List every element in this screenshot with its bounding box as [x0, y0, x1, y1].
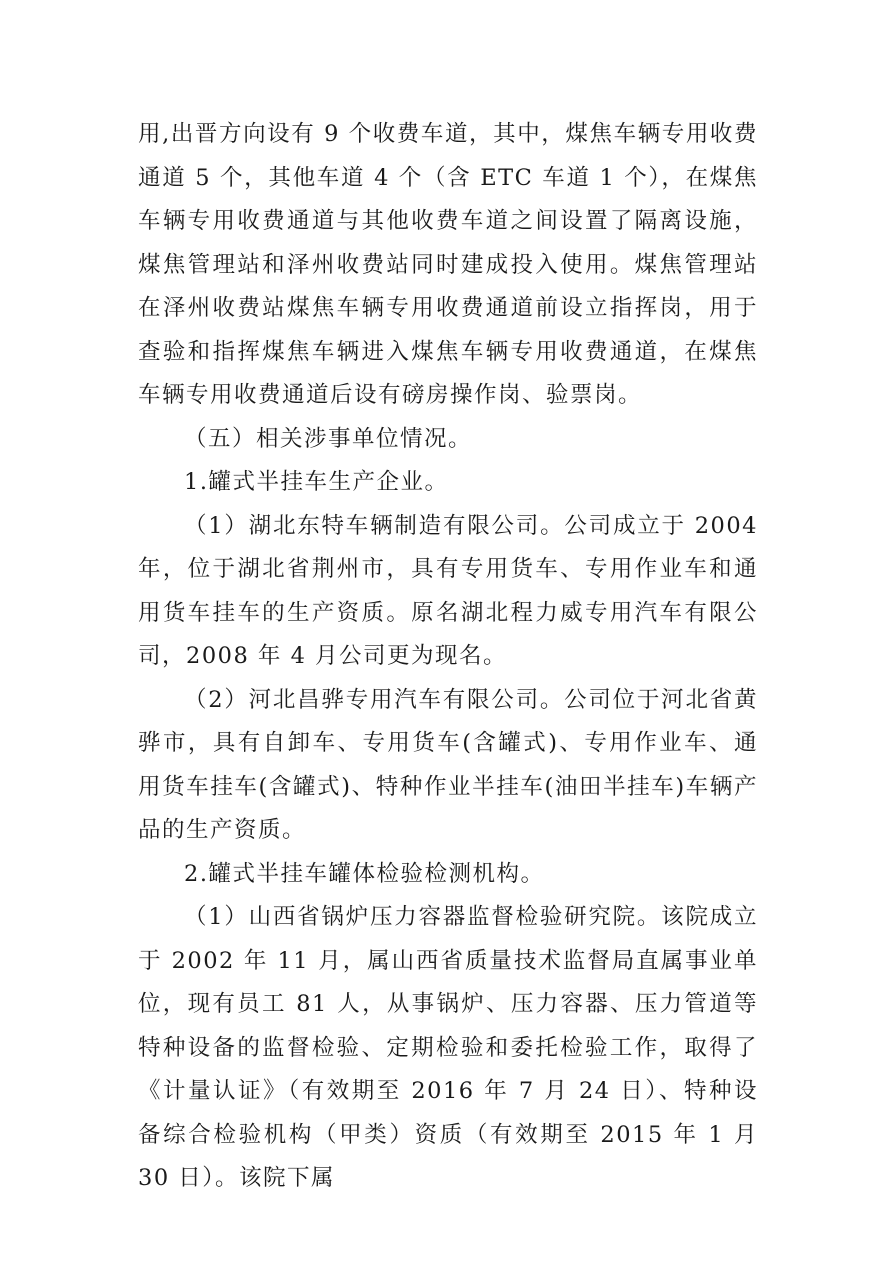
subsection-heading-inspection-agencies: 2.罐式半挂车罐体检验检测机构。 [184, 860, 545, 887]
paragraph-toll-lanes: 用,出晋方向设有 9 个收费车道，其中，煤焦车辆专用收费通道 5 个，其他车道 4 个（含 ETC 车道 1 个），在煤焦车辆专用收费通道与其他收费车道之间设置了隔离设施，煤焦管理站和泽州收费站同时建成投入使用。煤焦管理站在泽州收费站煤焦车辆专用收费通道前设立指挥岗，用于查验和指挥煤焦车辆进入煤焦车辆专用收费通道，在煤焦车辆专用收费通道后设有磅房操作岗、验票岗。 [138, 121, 758, 408]
section-heading-related-units: （五）相关涉事单位情况。 [184, 425, 473, 452]
document-body [138, 113, 758, 1201]
paragraph-hubei-dongte: （1）湖北东特车辆制造有限公司。公司成立于 2004 年，位于湖北省荆州市，具有专用货车、专用作业车和通用货车挂车的生产资质。原名湖北程力威专用汽车有限公司，2008 年 4 月公司更为现名。 [138, 512, 758, 669]
subsection-heading-manufacturers: 1.罐式半挂车生产企业。 [184, 469, 449, 495]
paragraph-shanxi-boiler-institute: （1）山西省锅炉压力容器监督检验研究院。该院成立于 2002 年 11 月，属山西省质量技术监督局直属事业单位，现有员工 81 人，从事锅炉、压力容器、压力管道等特种设备的监督检验、定期检验和委托检验工作，取得了《计量认证》（有效期至 2016 年 7 月 24 日）、特种设备综合检验机构（甲类）资质（有效期至 2015 年 1 月 30 日）。该院下属 [138, 904, 758, 1191]
paragraph-hebei-changhua: （2）河北昌骅专用汽车有限公司。公司位于河北省黄骅市，具有自卸车、专用货车(含罐式)、专用作业车、通用货车挂车(含罐式)、特种作业半挂车(油田半挂车)车辆产品的生产资质。 [138, 686, 758, 843]
